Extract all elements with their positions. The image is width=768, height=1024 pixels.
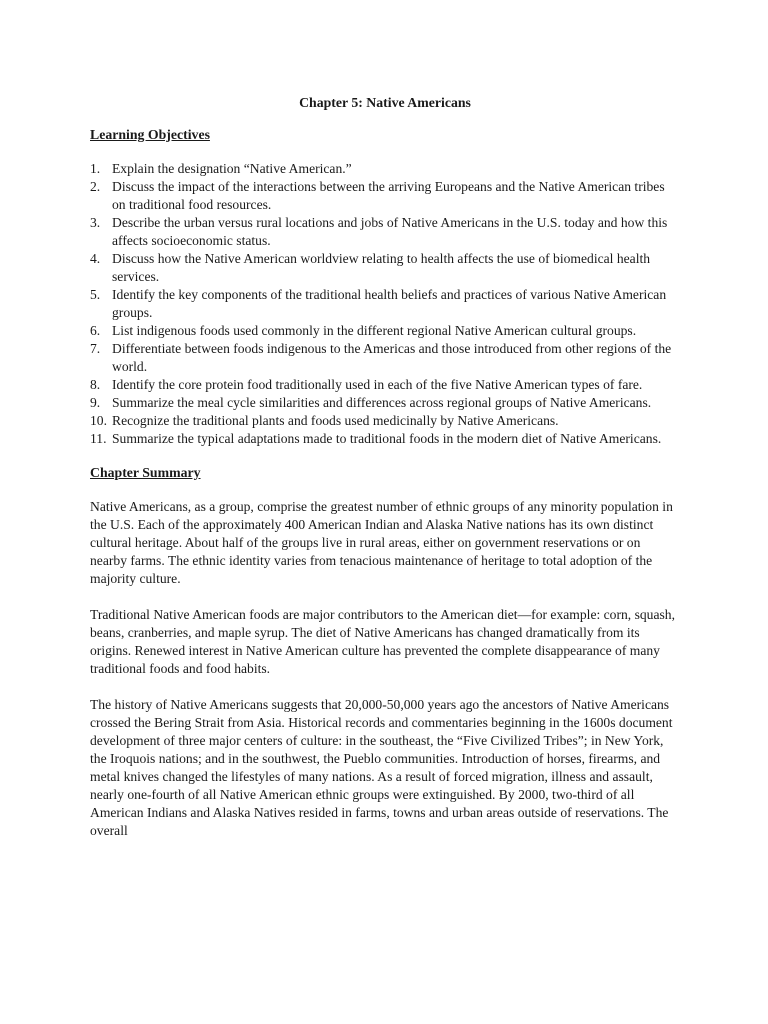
list-item-number: 1.: [90, 161, 101, 176]
list-item: [90, 250, 680, 286]
list-item-text: Explain the designation “Native American.”: [112, 161, 352, 176]
page-title: Chapter 5: Native Americans: [299, 95, 471, 110]
list-item-text: Summarize the typical adaptations made to traditional foods in the modern diet of Native Americans.: [112, 431, 662, 446]
list-item-text: Summarize the meal cycle similarities and differences across regional groups of Native Americans.: [112, 395, 652, 410]
list-item-text: Differentiate between foods indigenous to the Americas and those introduced from other regions of the world.: [112, 341, 672, 374]
chapter-summary-heading: Chapter Summary: [90, 465, 201, 480]
list-item: [90, 160, 680, 178]
list-item-text: Discuss how the Native American worldview relating to health affects the use of biomedical health services.: [112, 251, 651, 284]
list-item: [90, 214, 680, 250]
list-item: [90, 412, 680, 430]
list-item-number: 10.: [90, 413, 107, 428]
list-item: [90, 430, 680, 448]
list-item-text: List indigenous foods used commonly in the different regional Native American cultural groups.: [112, 323, 637, 338]
learning-objectives-list: [90, 160, 680, 448]
list-item-text: Discuss the impact of the interactions between the arriving Europeans and the Native American tribes on traditional food resources.: [112, 179, 665, 212]
list-item: [90, 178, 680, 214]
list-item-number: 6.: [90, 323, 101, 338]
list-item: [90, 340, 680, 376]
list-item-number: 5.: [90, 287, 101, 302]
list-item-number: 3.: [90, 215, 101, 230]
document-page: [90, 94, 680, 858]
list-item-number: 9.: [90, 395, 101, 410]
list-item-text: Identify the key components of the traditional health beliefs and practices of various Native American groups.: [112, 287, 667, 320]
list-item: [90, 286, 680, 322]
summary-paragraph: Traditional Native American foods are major contributors to the American diet—for example: corn, squash, beans, cranberries, and maple syrup. The diet of Native Americans has changed dramatically from its origins. Renewed interest in Native American culture has prevented the complete disappearance of many traditional foods and food habits.: [90, 607, 676, 676]
summary-paragraph: The history of Native Americans suggests that 20,000-50,000 years ago the ancestors of Native Americans crossed the Bering Strait from Asia. Historical records and commentaries beginning in the 1600s document development of three major centers of culture: in the southeast, the “Five Civilized Tribes”; in New York, the Iroquois nations; and in the southwest, the Pueblo communities. Introduction of horses, firearms, and metal knives changed the lifestyles of many nations. As a result of forced migration, illness and assault, nearly one-fourth of all Native American ethnic groups were extinguished. By 2000, two-third of all American Indians and Alaska Natives resided in farms, towns and urban areas outside of reservations. The overall: [90, 697, 673, 838]
list-item-text: Identify the core protein food traditionally used in each of the five Native American types of fare.: [112, 377, 643, 392]
list-item-text: Describe the urban versus rural locations and jobs of Native Americans in the U.S. today and how this affects socioeconomic status.: [112, 215, 668, 248]
list-item-text: Recognize the traditional plants and foods used medicinally by Native Americans.: [112, 413, 559, 428]
list-item-number: 11.: [90, 431, 107, 446]
list-item-number: 8.: [90, 377, 101, 392]
list-item-number: 4.: [90, 251, 101, 266]
list-item: [90, 376, 680, 394]
list-item-number: 2.: [90, 179, 101, 194]
summary-paragraph: Native Americans, as a group, comprise the greatest number of ethnic groups of any minority population in the U.S. Each of the approximately 400 American Indian and Alaska Native nations has its own distinct cultural heritage. About half of the groups live in rural areas, either on government reservations or on nearby farms. The ethnic identity varies from tenacious maintenance of heritage to total adoption of the majority culture.: [90, 499, 673, 586]
list-item: [90, 322, 680, 340]
list-item: [90, 394, 680, 412]
list-item-number: 7.: [90, 341, 101, 356]
learning-objectives-heading: Learning Objectives: [90, 127, 210, 142]
